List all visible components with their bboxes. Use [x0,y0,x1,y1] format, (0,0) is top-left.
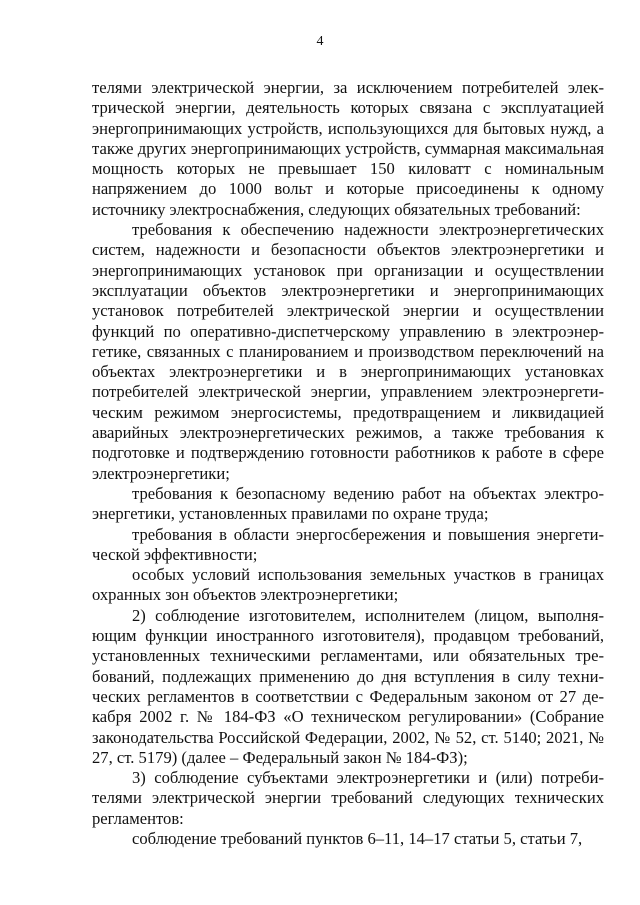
paragraph-item-3: 3) соблюдение субъектами электроэнергетики и (или) потребителями электрической энергии требований следующих технических регламентов: [92,768,604,828]
paragraph-item-2: 2) соблюдение изготовителем, исполнителем (лицом, выполняющим функции иностранного изготовителя), продавцом требований, установленных техническими регламентами, или обязательных требований, подлежащих применению до дня вступления в силу технических регламентов в соответствии с Федеральным законом от 27 декабря 2002 г. № 184-ФЗ «О техническом регулировании» (Собрание законодательства Российской Федерации, 2002, № 52, ст. 5140; 2021, № 27, ст. 5179) (далее – Федеральный закон № 184-ФЗ); [92,605,604,767]
paragraph-safe-work-requirements: требования к безопасному ведению работ на объектах электроэнергетики, установленных правилами по охране труда; [92,483,604,524]
paragraph-regulations-compliance: соблюдение требований пунктов 6–11, 14–17 статьи 5, статьи 7, [132,828,583,848]
page-number: 4 [316,34,324,49]
paragraph-land-use-conditions: особых условий использования земельных участков в границах охранных зон объектов электроэнергетики; [92,565,604,605]
document-body [92,78,604,849]
paragraph-energy-saving-requirements: требования в области энергосбережения и повышения энергетической эффективности; [92,524,604,564]
paragraph-reliability-requirements: требования к обеспечению надежности электроэнергетических систем, надежности и безопасности объектов электроэнергетики и энергопринимающих установок при организации и осуществлении эксплуатации объектов электроэнергетики и энергопринимающих установок потребителей электрической энергии и осуществлении функций по оперативно-диспетчерскому управлению в электроэнергетике, связанных с планированием и производством переключений на объектах электроэнергетики и в энергопринимающих установках потребителей электрической энергии, управлением электроэнергетическим режимом энергосистемы, предотвращением и ликвидацией аварийных электроэнергетических режимов, а также требования к подготовке и подтверждению готовности работников к работе в сфере электроэнергетики; [92,220,604,483]
paragraph-continuation: телями электрической энергии, за исключением потребителей электрической энергии, деятельность которых связана с эксплуатацией энергопринимающих устройств, использующихся для бытовых нужд, а также других энергопринимающих устройств, суммарная максимальная мощность которых не превышает 150 киловатт с номинальным напряжением до 1000 вольт и которые присоединены к одному источнику электроснабжения, следующих обязательных требований: [92,78,604,219]
